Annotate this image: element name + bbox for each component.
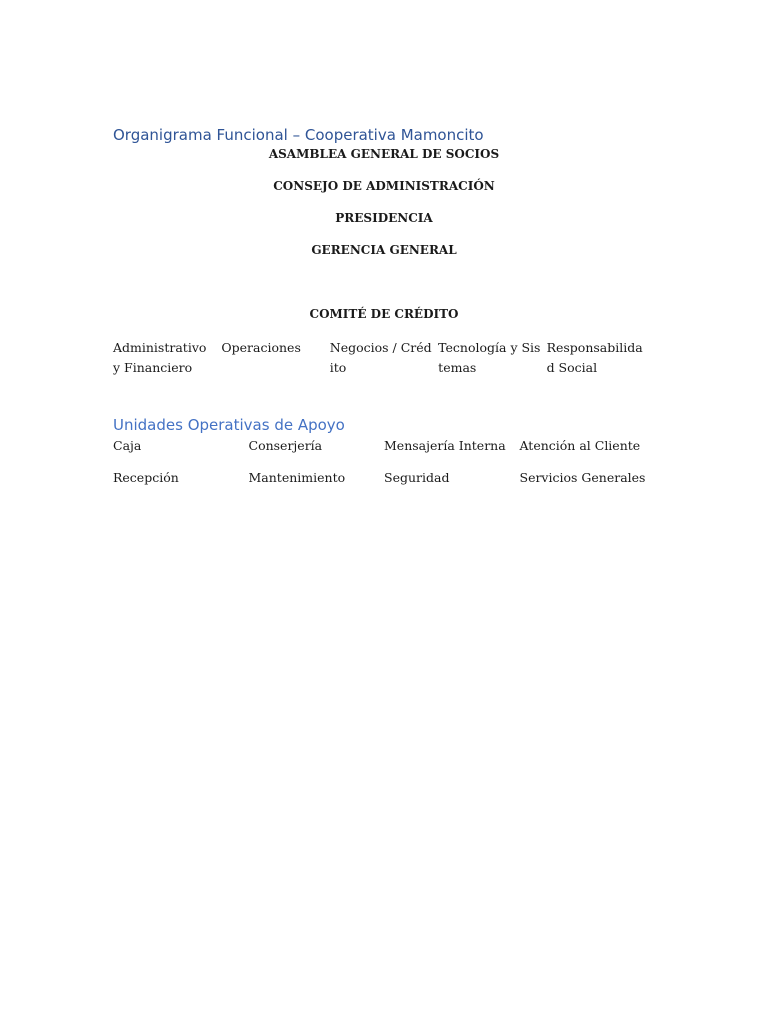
unit-item: Atención al Cliente	[519, 438, 641, 453]
committee-label: COMITÉ DE CRÉDITO	[309, 307, 459, 321]
department-responsabilidad: Responsabilidad Social	[546, 340, 643, 375]
support-units-heading: Unidades Operativas de Apoyo	[113, 416, 345, 434]
department-administrativo: Administrativo y Financiero	[113, 340, 207, 375]
unit-item: Caja	[113, 438, 142, 453]
hierarchy-level-asamblea: ASAMBLEA GENERAL DE SOCIOS	[268, 147, 500, 161]
support-units-grid	[113, 436, 655, 488]
unit-item: Seguridad	[384, 470, 450, 485]
departments-row	[113, 338, 655, 378]
unit-item: Conserjería	[248, 438, 323, 453]
document-page	[113, 124, 655, 488]
department-negocios: Negocios / Crédito	[329, 340, 432, 375]
hierarchy-level-gerencia: GERENCIA GENERAL	[311, 243, 457, 257]
unit-item: Mantenimiento	[248, 470, 346, 485]
spacer	[113, 258, 655, 306]
unit-item: Mensajería Interna	[384, 438, 506, 453]
hierarchy-level-consejo: CONSEJO DE ADMINISTRACIÓN	[273, 179, 495, 193]
support-units-section	[113, 414, 655, 488]
department-operaciones: Operaciones	[221, 340, 301, 355]
page-title: Organigrama Funcional – Cooperativa Mamoncito	[113, 126, 484, 144]
hierarchy-level-presidencia: PRESIDENCIA	[335, 211, 433, 225]
department-tecnologia: Tecnología y Sistemas	[438, 340, 541, 375]
unit-item: Recepción	[113, 470, 179, 485]
unit-item: Servicios Generales	[519, 470, 646, 485]
